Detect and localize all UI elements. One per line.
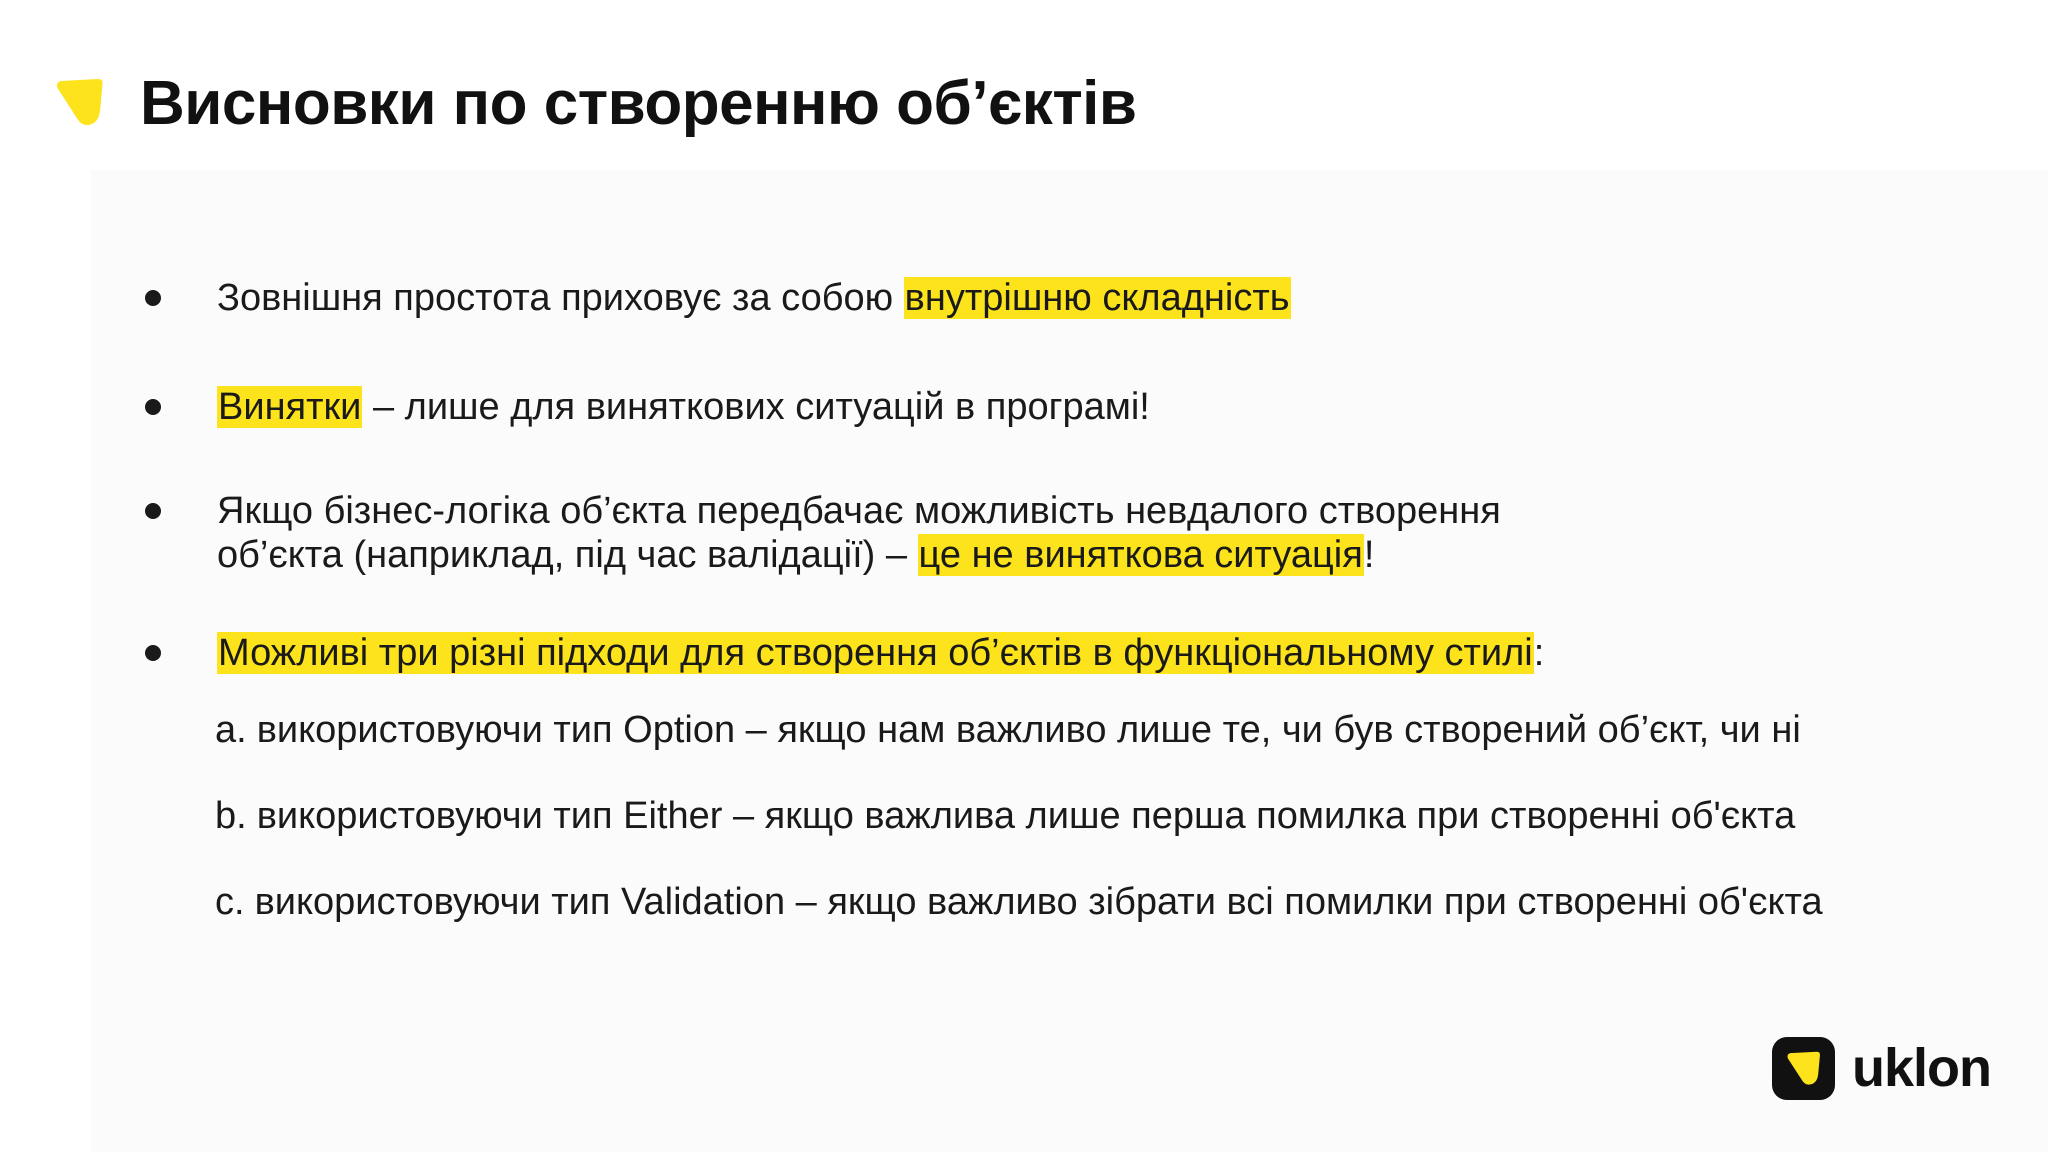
bullet-text xyxy=(217,631,1544,675)
sub-item-marker: a. xyxy=(215,709,247,751)
bullet-highlight: це не виняткова ситуація xyxy=(918,534,1363,576)
sub-item-validation xyxy=(215,880,1823,924)
uklon-logo-mark xyxy=(1772,1037,1835,1100)
uklon-shield-icon xyxy=(55,78,104,127)
sub-item-text: використовуючи тип Option – якщо нам важливо лише те, чи був створений об’єкт, чи ні xyxy=(256,709,1801,751)
sub-item-text: використовуючи тип Either – якщо важлива лише перша помилка при створенні об'єкта xyxy=(256,795,1796,837)
bullet-highlight: внутрішню складність xyxy=(904,277,1290,319)
bullet-item xyxy=(0,631,2048,675)
bullet-dot xyxy=(145,290,161,306)
slide-title: Висновки по створенню об’єктів xyxy=(140,69,1137,138)
sub-item-either xyxy=(215,794,1795,838)
sub-item-text: використовуючи тип Validation – якщо важливо зібрати всі помилки при створенні об'єкта xyxy=(254,881,1823,923)
bullet-item xyxy=(0,489,2048,576)
bullet-plain-text: – лише для виняткових ситуацій в програмі! xyxy=(362,386,1150,428)
brand-logo-text: uklon xyxy=(1852,1038,1991,1098)
bullet-plain-text: Якщо бізнес-логіка об’єкта передбачає можливість невдалого створення об’єкта (наприклад, під час валідації) – xyxy=(217,490,1501,576)
bullet-suffix: ! xyxy=(1363,534,1375,576)
sub-item-option xyxy=(215,708,1801,752)
uklon-shield-icon xyxy=(1786,1051,1821,1086)
bullet-dot xyxy=(145,503,161,519)
bullet-highlight: Можливі три різні підходи для створення об’єктів в функціональному стилі xyxy=(218,632,1533,674)
bullet-dot xyxy=(145,645,161,661)
bullet-suffix: : xyxy=(1533,632,1545,674)
bullet-text xyxy=(217,276,1291,320)
bullet-item xyxy=(0,385,2048,429)
sub-item-marker: b. xyxy=(215,795,247,837)
bullet-highlight: Винятки xyxy=(218,386,362,428)
sub-item-marker: c. xyxy=(215,881,245,923)
bullet-plain-text: Зовнішня простота приховує за собою xyxy=(217,277,904,319)
bullet-dot xyxy=(145,399,161,415)
bullet-text xyxy=(217,385,1150,429)
bullet-text xyxy=(217,489,1501,577)
bullet-item xyxy=(0,276,2048,320)
